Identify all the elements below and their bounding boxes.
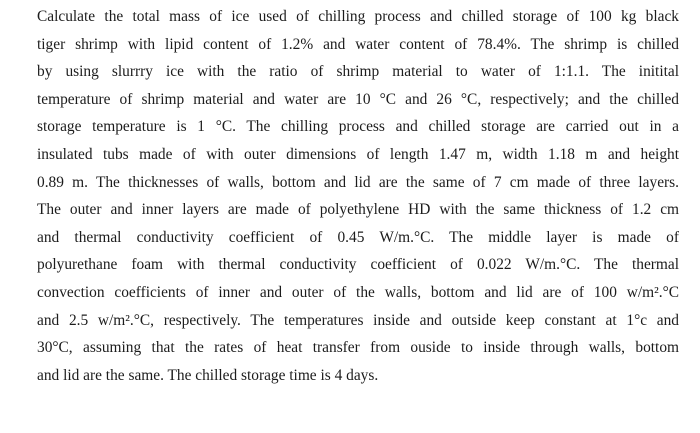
problem-line: tiger shrimp with lipid content of 1.2% and water content of 78.4%. The shrimp is chilled — [37, 35, 679, 53]
problem-line: 30°C, assuming that the rates of heat transfer from ouside to inside through walls, bottom — [37, 339, 679, 357]
problem-line: and thermal conductivity coefficient of 0.45 W/m.°C. The middle layer is made of — [37, 228, 679, 246]
problem-line: temperature of shrimp material and water are 10 °C and 26 °C, respectively; and the chilled — [37, 90, 679, 108]
problem-line: storage temperature is 1 °C. The chilling process and chilled storage are carried out in a — [37, 118, 679, 136]
problem-line: and 2.5 w/m².°C, respectively. The temperatures inside and outside keep constant at 1°c and — [37, 311, 679, 329]
problem-line: insulated tubs made of with outer dimensions of length 1.47 m, width 1.18 m and height — [37, 145, 679, 163]
problem-line: and lid are the same. The chilled storage time is 4 days. — [37, 366, 379, 384]
problem-line: Calculate the total mass of ice used of chilling process and chilled storage of 100 kg black — [37, 8, 679, 25]
problem-line: convection coefficients of inner and outer of the walls, bottom and lid are of 100 w/m².°C — [37, 283, 679, 301]
problem-line: The outer and inner layers are made of polyethylene HD with the same thickness of 1.2 cm — [37, 201, 679, 219]
problem-line: by using slurrry ice with the ratio of shrimp material to water of 1:1.1. The initital — [37, 63, 679, 81]
problem-line: 0.89 m. The thicknesses of walls, bottom and lid are the same of 7 cm made of three layers. — [37, 173, 679, 191]
problem-line: polyurethane foam with thermal conductivity coefficient of 0.022 W/m.°C. The thermal — [37, 256, 679, 274]
problem-statement — [37, 0, 679, 389]
